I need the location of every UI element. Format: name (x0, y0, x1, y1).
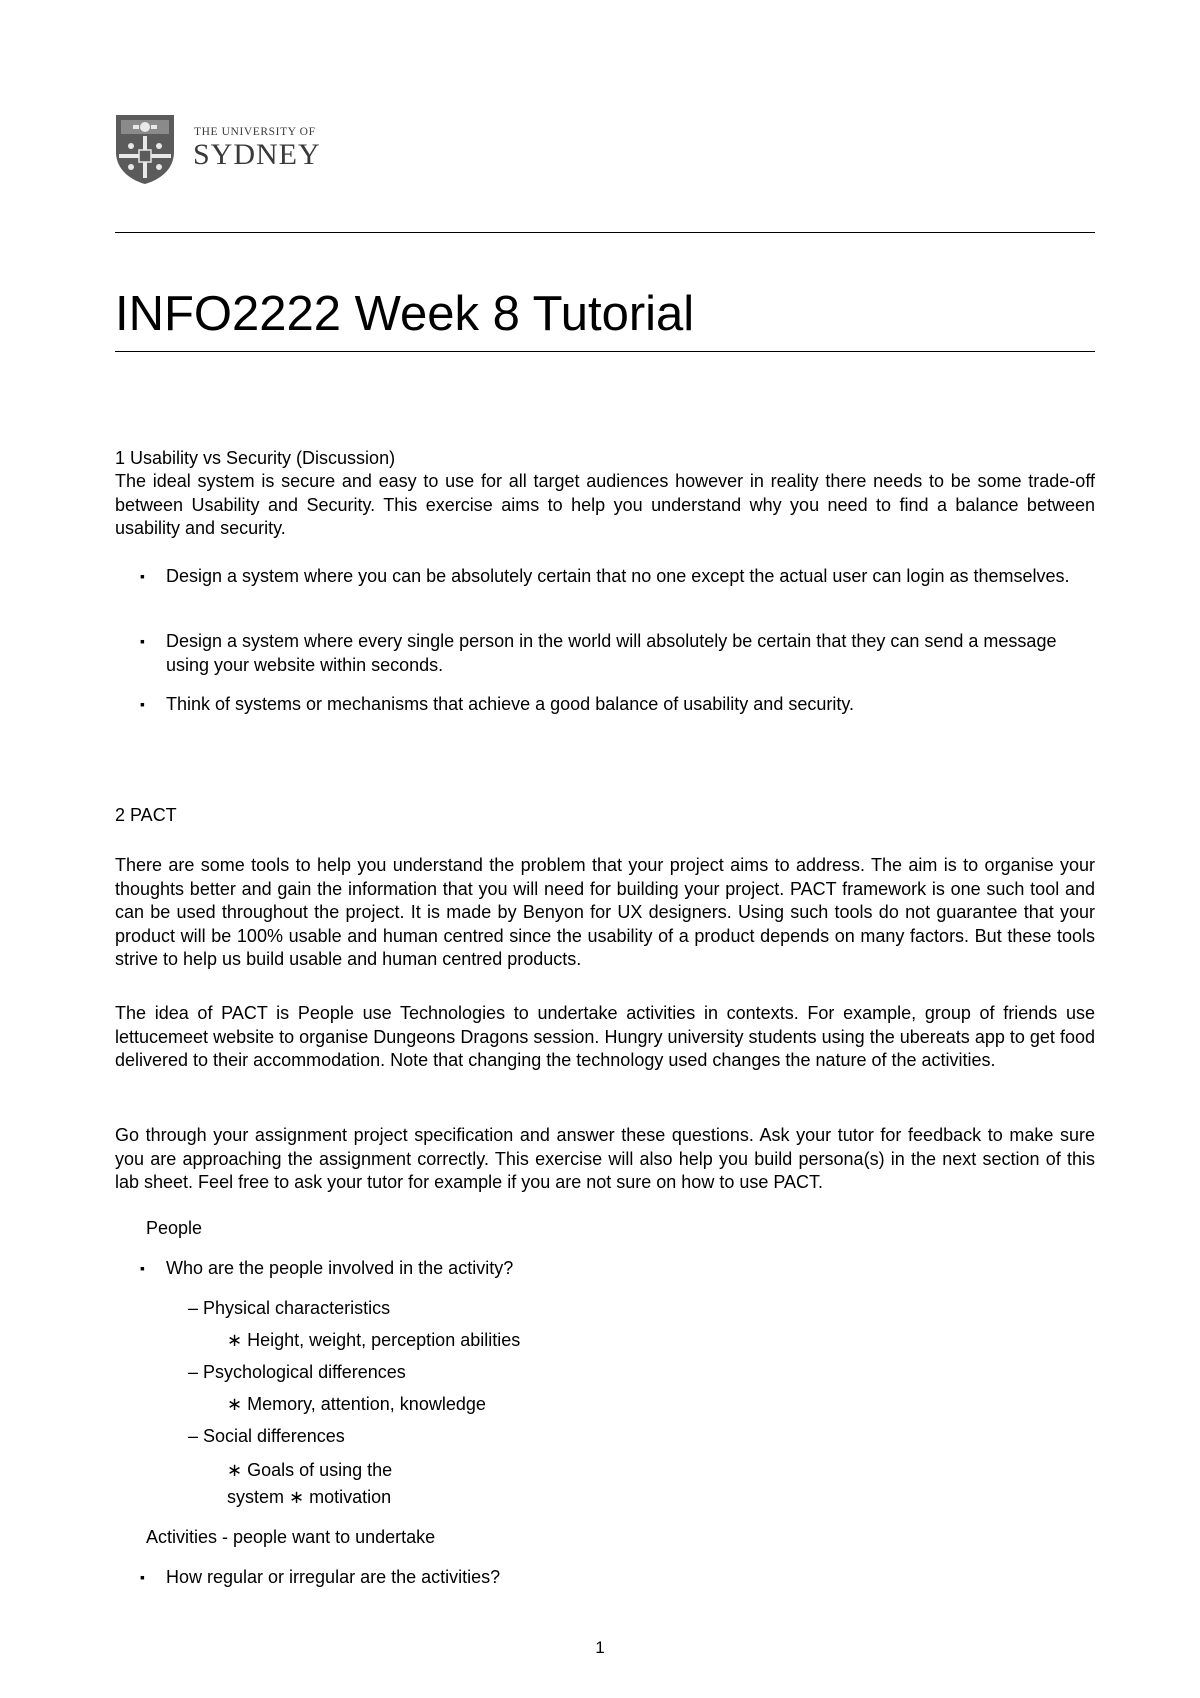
bullet-marker: ▪ (140, 1260, 145, 1276)
list-item-text: Think of systems or mechanisms that achieve a good balance of usability and security. (166, 694, 855, 714)
physical-characteristics: – Physical characteristics (188, 1298, 391, 1318)
list-item (140, 1257, 1085, 1281)
section2-paragraph-1: There are some tools to help you understand the problem that your project aims to address. The aim is to organise your thoughts better and gain the information that you will need for building your project. PACT framework is one such tool and can be used throughout the project. It is made by Benyon for UX designers. Using such tools do not guarantee that your product will be 100% usable and human centred since the usability of a product depends on many factors. But these tools strive to help us build usable and human centred products. (115, 855, 1095, 969)
list-item-text: How regular or irregular are the activities? (166, 1567, 501, 1587)
list-item (140, 630, 1085, 677)
people-label: People (146, 1218, 203, 1238)
university-crest-icon (113, 112, 177, 186)
bullet-marker: ▪ (140, 696, 145, 712)
university-name-small: THE UNIVERSITY OF (194, 126, 316, 138)
social-detail-line-2: system ∗ motivation (227, 1487, 392, 1507)
list-item (140, 565, 1085, 589)
bullet-marker: ▪ (140, 1569, 145, 1585)
section2-paragraph-2: The idea of PACT is People use Technologies to undertake activities in contexts. For example, group of friends use lettucemeet website to organise Dungeons Dragons session. Hungry university students using the ubereats app to get food delivered to their accommodation. Note that changing the technology used changes the nature of the activities. (115, 1003, 1095, 1070)
section1-heading: 1 Usability vs Security (Discussion) (115, 448, 396, 468)
list-item-text: Design a system where every single person in the world will absolutely be certain that they can send a message using your website within seconds. (166, 631, 1057, 675)
social-differences: – Social differences (188, 1426, 345, 1446)
section2-paragraph-3: Go through your assignment project specification and answer these questions. Ask your tutor for feedback to make sure you are approaching the assignment correctly. This exercise will also help you build persona(s) in the next section of this lab sheet. Feel free to ask your tutor for example if you are not sure on how to use PACT. (115, 1125, 1095, 1192)
activities-label: Activities - people want to undertake (146, 1527, 436, 1547)
social-detail-line-1: ∗ Goals of using the (227, 1460, 393, 1480)
psychological-differences: – Psychological differences (188, 1362, 406, 1382)
university-name-big: SYDNEY (193, 138, 321, 171)
list-item-text: Design a system where you can be absolutely certain that no one except the actual user can login as themselves. (166, 566, 1070, 586)
university-logo (113, 112, 323, 188)
header-rule (115, 232, 1095, 233)
title-rule (115, 351, 1095, 352)
page-title: INFO2222 Week 8 Tutorial (115, 287, 695, 341)
list-item-text: Who are the people involved in the activity? (166, 1258, 514, 1278)
section1-intro: The ideal system is secure and easy to use for all target audiences however in reality there needs to be some trade-off between Usability and Security. This exercise aims to help you understand why you need to find a balance between usability and security. (115, 471, 1095, 538)
section2-heading: 2 PACT (115, 805, 177, 825)
list-item (140, 693, 1085, 717)
psychological-detail: ∗ Memory, attention, knowledge (227, 1394, 486, 1414)
bullet-marker: ▪ (140, 568, 145, 584)
page-number: 1 (595, 1638, 605, 1657)
bullet-marker: ▪ (140, 633, 145, 649)
list-item (140, 1566, 1085, 1590)
physical-detail: ∗ Height, weight, perception abilities (227, 1330, 521, 1350)
